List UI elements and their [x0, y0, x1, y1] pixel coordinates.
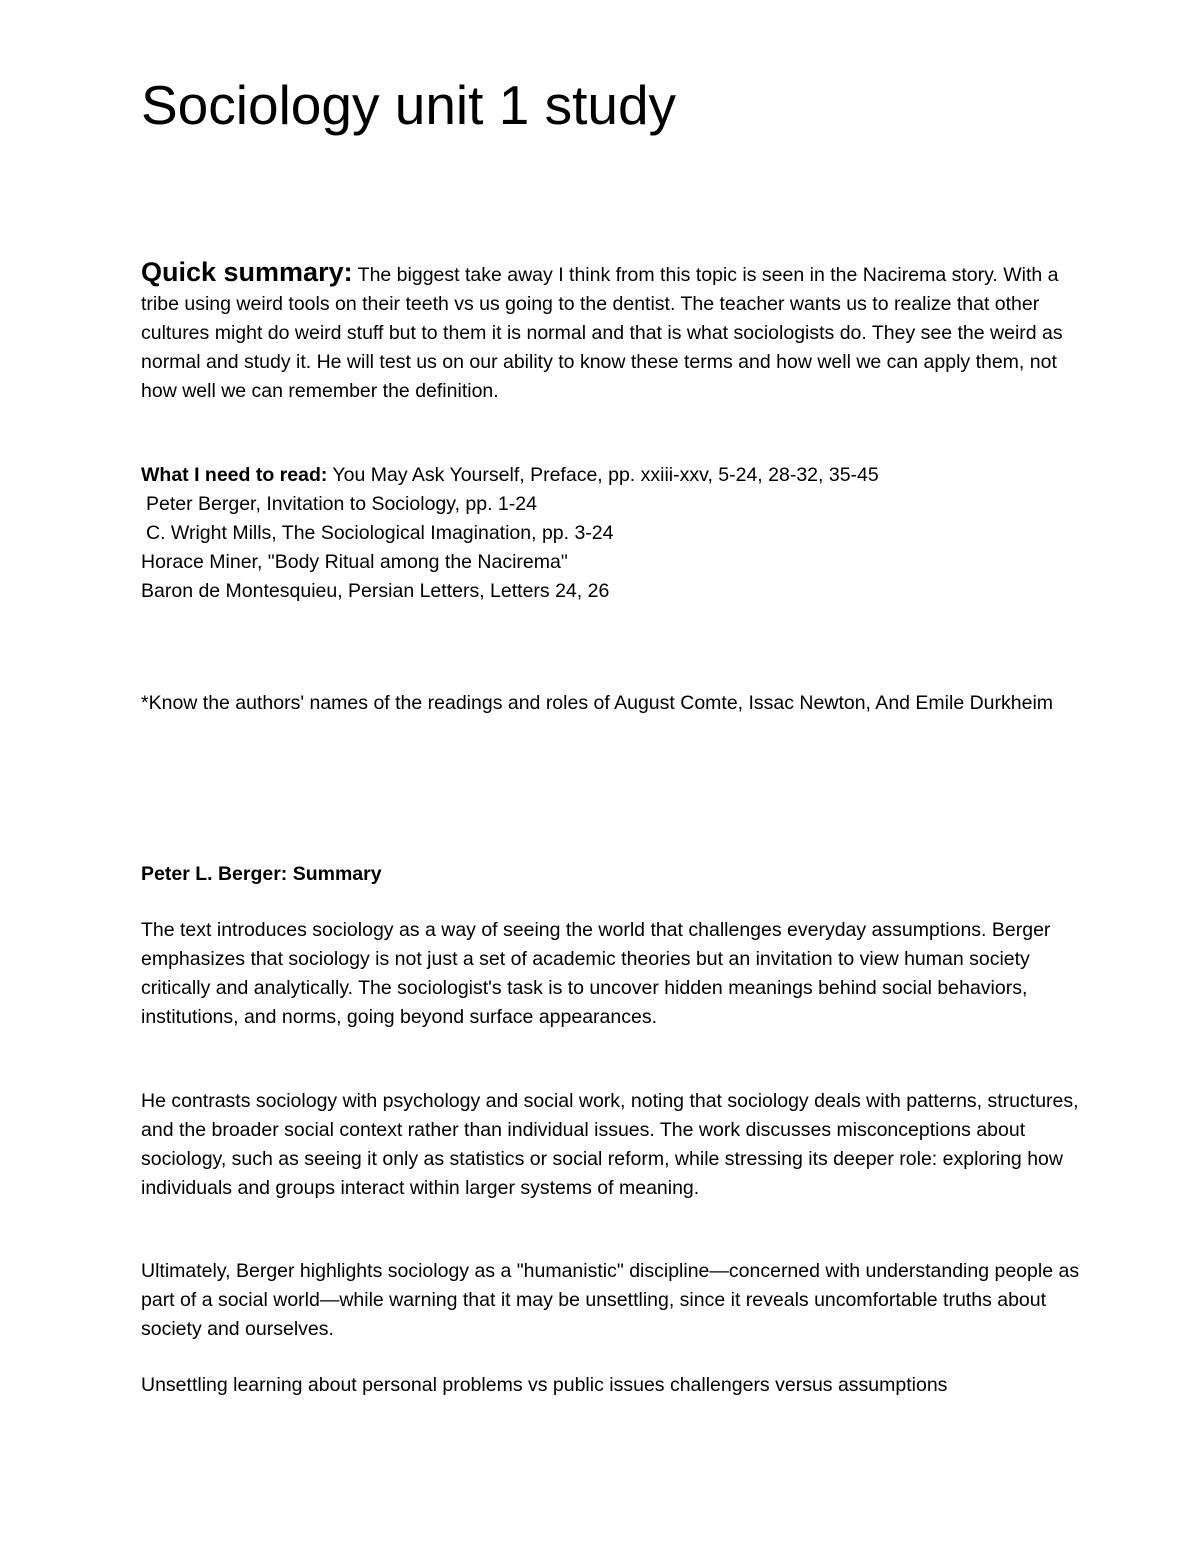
quick-summary-label: Quick summary: — [141, 257, 353, 287]
berger-paragraph-3: Ultimately, Berger highlights sociology as a "humanistic" discipline—concerned with understanding people as part of a social world—while warning that it may be unsettling, since it reveals uncomfortable truths about society and ourselves. — [141, 1260, 1080, 1340]
reading-item-mills: C. Wright Mills, The Sociological Imagination, pp. 3-24 — [146, 522, 614, 544]
reading-item-you-may-ask-yourself: You May Ask Yourself, Preface, pp. xxiii-xxv, 5-24, 28-32, 35-45 — [327, 464, 879, 486]
reading-item-miner: Horace Miner, "Body Ritual among the Nacirema" — [141, 551, 568, 573]
authors-note: *Know the authors' names of the readings and roles of August Comte, Issac Newton, And Emile Durkheim — [141, 692, 1054, 714]
berger-paragraph-2: He contrasts sociology with psychology and social work, noting that sociology deals with patterns, structures, and the broader social context rather than individual issues. The work discusses misconceptions about sociology, such as seeing it only as statistics or social reform, while stressing its deeper role: exploring how individuals and groups interact within larger systems of meaning. — [141, 1090, 1079, 1199]
reading-list-first-line — [141, 461, 1081, 490]
berger-paragraph-1: The text introduces sociology as a way of seeing the world that challenges everyday assumptions. Berger emphasizes that sociology is not just a set of academic theories but an invitation to view human society critically and analytically. The sociologist's task is to uncover hidden meanings behind social behaviors, institutions, and norms, going beyond surface appearances. — [141, 919, 1051, 1028]
berger-summary-heading: Peter L. Berger: Summary — [141, 863, 382, 885]
reading-list-label: What I need to read: — [141, 464, 328, 486]
reading-item-berger: Peter Berger, Invitation to Sociology, pp. 1-24 — [146, 493, 537, 515]
reading-list — [141, 461, 1081, 606]
document-title: Sociology unit 1 study — [141, 74, 677, 136]
reading-item-montesquieu: Baron de Montesquieu, Persian Letters, Letters 24, 26 — [141, 580, 610, 602]
quick-summary-text: The biggest take away I think from this topic is seen in the Nacirema story. With a tribe using weird tools on their teeth vs us going to the dentist. The teacher wants us to realize that other cultures might do weird stuff but to them it is normal and that is what sociologists do. They see the weird as normal and study it. He will test us on our ability to know these terms and how well we can apply them, not how well we can remember the definition. — [141, 264, 1063, 402]
berger-paragraph-4: Unsettling learning about personal problems vs public issues challengers versus assumptions — [141, 1374, 948, 1396]
quick-summary-paragraph — [141, 258, 1081, 406]
